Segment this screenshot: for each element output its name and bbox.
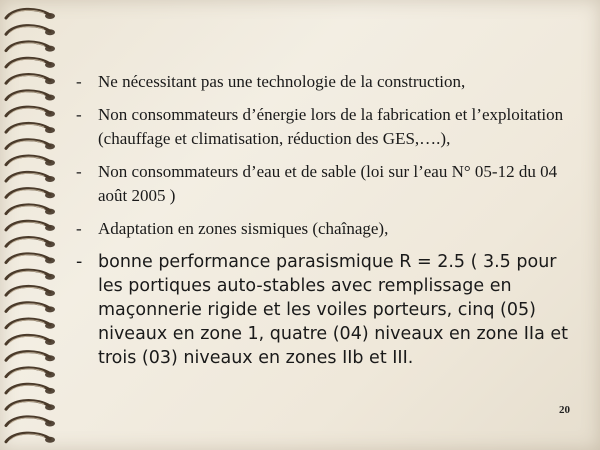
spiral-ring-icon: [6, 107, 55, 117]
bullet-dash: -: [76, 105, 82, 124]
spiral-ring-icon: [6, 238, 55, 248]
spiral-ring-icon: [6, 335, 55, 345]
bullet-text: Adaptation en zones sismiques (chaînage),: [98, 219, 389, 238]
bullet-dash: -: [76, 162, 82, 181]
spiral-ring-icon: [6, 123, 55, 133]
spiral-ring-icon: [6, 26, 55, 36]
spiral-ring-icon: [6, 270, 55, 280]
spiral-ring-icon: [6, 401, 55, 411]
spiral-ring-icon: [6, 189, 55, 199]
bullet-text: Non consommateurs d’énergie lors de la fabrication et l’exploitation (chauffage et climatisation, réduction des GES,….),: [98, 105, 564, 148]
spiral-ring-icon: [6, 319, 55, 329]
spiral-ring-icon: [6, 368, 55, 378]
bullet-text: Ne nécessitant pas une technologie de la construction,: [98, 72, 466, 91]
spiral-ring-icon: [6, 286, 55, 296]
bullet-item-5: [76, 250, 576, 370]
spiral-ring-icon: [6, 156, 55, 166]
spiral-ring-icon: [6, 140, 55, 150]
spiral-ring-icon: [6, 221, 55, 231]
spiral-ring-icon: [6, 417, 55, 427]
bullet-item-4: [76, 217, 576, 241]
bullet-item-2: [76, 103, 576, 151]
spiral-ring-icon: [6, 352, 55, 362]
bullet-dash: -: [76, 219, 82, 238]
spiral-ring-icon: [6, 384, 55, 394]
bullet-text: Non consommateurs d’eau et de sable (loi sur l’eau N° 05-12 du 04 août 2005 ): [98, 162, 558, 205]
spiral-binding: [0, 0, 70, 450]
spiral-ring-icon: [6, 58, 55, 68]
bullet-dash: -: [76, 72, 82, 91]
bullet-dash: -: [76, 252, 83, 272]
spiral-ring-icon: [6, 75, 55, 85]
bullet-item-1: [76, 70, 576, 94]
bullet-text: bonne performance parasismique R = 2.5 ( 3.5 pour les portiques auto-stables avec remplissage en maçonnerie rigide et les voiles porteurs, cinq (05) niveaux en zone 1, quatre (04) niveaux en zone IIa et trois (03) niveaux en zones IIb et III.: [98, 252, 568, 368]
spiral-ring-icon: [6, 42, 55, 52]
spiral-ring-icon: [6, 91, 55, 101]
page-number: 20: [559, 404, 570, 416]
spiral-ring-icon: [6, 172, 55, 182]
bullet-item-3: [76, 160, 576, 208]
spiral-ring-icon: [6, 205, 55, 215]
spiral-ring-icon: [6, 254, 55, 264]
spiral-ring-icon: [6, 433, 55, 443]
spiral-ring-icon: [6, 9, 55, 19]
spiral-ring-icon: [6, 303, 55, 313]
bullet-list: [76, 70, 576, 379]
